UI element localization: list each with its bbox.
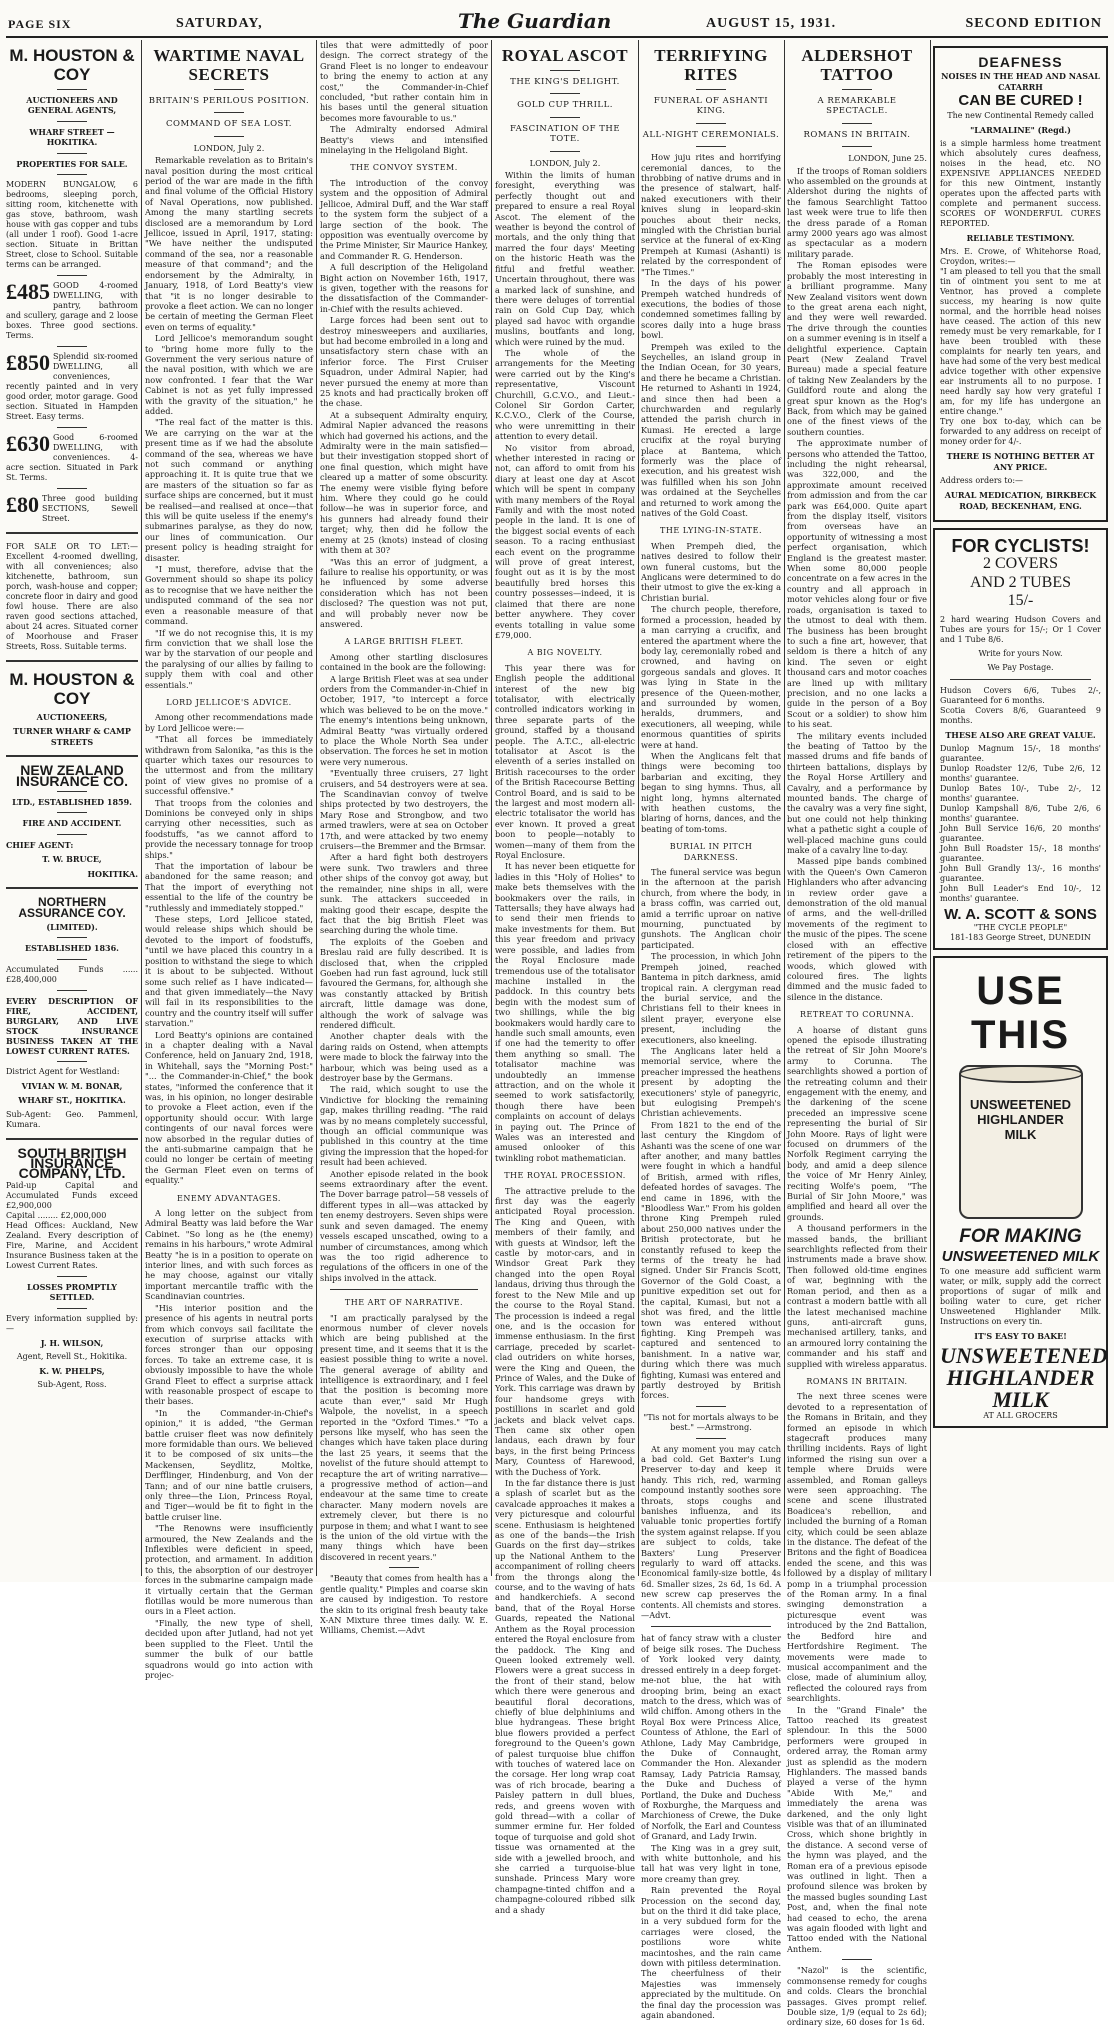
- divider: [6, 532, 138, 534]
- divider: [696, 1406, 726, 1407]
- divider: [550, 117, 580, 118]
- paragraph: hat of fancy straw with a cluster of beige silk roses. The Duchess of York looked very dainty, dressed entirely in a deep forget-me-not blue, the hat with drooping brim, being an exact match to the dress, which was of wild chiffon. Among others in the Royal Box were Princess Alice, Countess of Athlone, the Earl of Athlone, Lady May Cambridge, the Duke of Connaught, Commander the Hon. Alexander Ramsay, Lady Patricia Ramsay, the Duke and Duchess of Portland, the Duke and Duchess of Roxburghe, the Marquess and Marchioness of Crewe, the Duke of Norfolk, the Earl and Countess of Granard, and Lady Irwin.: [641, 1633, 781, 1842]
- divider: [57, 959, 87, 960]
- unsweetened-logo: UNSWEETENED: [940, 1342, 1108, 1368]
- masthead: [6, 8, 1108, 38]
- advertisement-text: "Nazol" is the scientific, commonsense remedy for coughs and colds. Clears the bronchial passages. Gives prompt relief. Double size, 1/9 (equal to 2s 6d); ordinary size, 60 doses for 1s 6d.: [787, 1965, 927, 2028]
- paragraph: "I am practically paralysed by the enormous number of clever novels which are being published at the present time, and it seems that it is the easiest possible thing to write a novel. The general average of ability and intelligence is extraordinary, and I feel that the position is becoming more acute than ever," said Mr Hugh Walpole, the novelist, in a speech reported in the "Oxford Times." "To a persons like myself, who has seen the changes which have taken place during the last 25 years, it seems that the novelist of the future should attempt to recapture the art of writing narrative—a progressive method of action—and endeavour at the same time to create character. Many modern novels are extremely clever, but there is no purpose in them; and what I want to see is the union of the old virtue with the many things which have been discovered in recent years.": [320, 1312, 488, 1562]
- for-sale-listing: FOR SALE OR TO LET:— Excellent 4-roomed dwelling, with all conveniences; also kitchenette, bathroom, sun porch, wash-house and copper; concrete floor in dairy and good fowl house. There are also raven good sections attached, about 24 acres. Situated corner of Moorhouse and Fraser Streets, Ross. Suitable terms.: [6, 542, 138, 652]
- and-two-tubes: AND 2 TUBES: [969, 573, 1072, 591]
- paragraph: Remarkable revelation as to Britain's naval position during the most critical period of the war are made in the fifth and final volume of the Official History of Naval Operations, now published. Among the many startling secrets disclosed are a memorandum by Lord Jellicoe, issued in April, 1917, stating: "We have neither the undisputed command of the sea, nor a reasonable measure of that command"; and the endorsement by the Admiralty, in January, 1918, of Lord Beatty's view that "it is no longer desirable to provoke a fleet action. We can no longer be certain of meeting the German Fleet even on terms of equality.": [145, 155, 313, 332]
- article-headline: ALDERSHOT TATTOO: [801, 46, 913, 84]
- section-heading: THE ART OF NARRATIVE.: [344, 1298, 464, 1308]
- chief-agent-town: HOKITIKA.: [87, 868, 138, 879]
- column-advertisements-right: [933, 40, 1108, 1576]
- paragraph: When the Anglicans felt that things were becoming too barbarian and exciting, they began to sing hymns. Thus, all night long, hymns alternated with heathen customs, the blaring of horns, dances, and the beating of tom-toms.: [641, 750, 781, 834]
- divider: [842, 146, 872, 147]
- insurance-description: EVERY DESCRIPTION OF FIRE, ACCIDENT, BURGLARY, AND LIVE STOCK INSURANCE BUSINESS TAKEN AT THE LOWEST CURRENT RATES.: [6, 995, 138, 1056]
- we-pay-postage: We Pay Postage.: [987, 662, 1054, 672]
- address-orders: Address orders to:—: [940, 476, 1024, 486]
- divider: [842, 123, 872, 124]
- divider: [214, 136, 244, 137]
- sub-agent: Sub-Agent: Geo. Pammenl, Kumara.: [6, 1109, 138, 1129]
- divider: [57, 812, 87, 813]
- john-bull-price: John Bull Leader's End 10/-, 12 months' guarantee.: [940, 884, 1101, 904]
- divider: [214, 89, 244, 90]
- divider: [550, 151, 580, 152]
- dunlop-price: Dunlop Kampshall 8/6, Tube 2/6, 6 months' guarantee.: [940, 804, 1101, 824]
- column-advertisements: [6, 40, 138, 1576]
- testimonial-author: Mrs. E. Crowe, of Whitehorse Road, Croydon, writes:—: [940, 247, 1101, 267]
- paragraph: This year there was for English people the additional interest of the new big totalisator, with electrically controlled indicators working in three separate parts of the ground, staffed by a thousand people. The A.T.C., all-electric totalisator at Ascot is the eleventh of a series installed on British racecourses to the order of the British Racecourse Betting Control Board, and is said to be the largest and most modern all-electric totalisator the world has ever known. It proved a great boon to people—notably to women—many of them from the Royal Enclosure.: [495, 662, 635, 861]
- dunlop-price: Dunlop Bates 10/-, Tube 2/-, 12 months' guarantee.: [940, 784, 1101, 804]
- information-label: Every information supplied by:—: [6, 1313, 138, 1333]
- accumulated-funds: Accumulated Funds ...... £28,400,000: [6, 964, 138, 984]
- john-bull-price: John Bull Roadster 15/-, 18 months' guarantee.: [940, 844, 1101, 864]
- great-value-heading: THESE ALSO ARE GREAT VALUE.: [945, 729, 1096, 740]
- deafness-title: DEAFNESS: [978, 54, 1063, 70]
- deafness-ad: [933, 46, 1108, 522]
- milk-logo: MILK: [992, 1386, 1049, 1412]
- listing-price: £80: [6, 492, 39, 518]
- john-bull-price: John Bull Grandly 13/-, 16 months' guarantee.: [940, 864, 1101, 884]
- paragraph: A hoarse of distant guns opened the episode illustrating the retreat of Sir John Moore's army to Corunna. The searchlights showed a portion of the retreating column and their engagement with the enemy, and the darkening of the scene preceded an impressive scene representing the burial of Sir John Moore. Rays of light were focused on drummers of the Norfolk Regiment carrying the body, and amid a deep silence the voice of Mr Henry Ainley, reciting Wolfe's poem, "The Burial of Sir John Moore," was amplified and heard all over the grounds.: [787, 1024, 927, 1222]
- article-dateline: LONDON, July 2.: [193, 142, 265, 153]
- bundle-price: 15/-: [1007, 592, 1034, 610]
- divider: [651, 1626, 771, 1627]
- paragraph: That the importation of labour be abandoned for the same reason; and That the import of everything not essential to the life of the country be "ruthlessly and immediately stopped.": [145, 861, 313, 913]
- reliable-testimony: RELIABLE TESTIMONY.: [966, 233, 1075, 244]
- cyclists-ad: [933, 528, 1108, 949]
- paragraph: When Prempeh died, the natives desired to follow their own funeral customs, but the Anglicans were determined to do their utmost to give the ex-king a Christian burial.: [641, 540, 781, 603]
- paragraph: The next three scenes were devoted to a representation of the Romans in Britain, and they formed an episode in which stagecraft produces many thrilling incidents. Rays of light informed the rising sun over a temple where Druids were assembled, and Roman galleys were seen approaching. The scene and scene illustrated Boadicea's rebellion, and included the burning of a Roman city, which could be seen ablaze in the distance. The defeat of the Britons and the fight of Boadicea ended the scene, and this was followed by a display of military pomp in a triumphal procession of the Roman army. In a final swinging demonstration a picturesque event was introduced by the 2nd Battalion, the Bedford hire and Hertfordshire Regiment. The movements were made to musical accompaniment and the close, made of aluminium alloy, reflected the coloured rays from searchlights.: [787, 1391, 927, 1704]
- paragraph: The military events included the beating of Tattoo by the massed drums and fife bands of thirteen battalions, displays by the Royal Horse Artillery and Cavalry, and a performance by mounted bands. The charge of the cavalry was a very fine sight, but one could not help thinking what a pathetic sight a couple of well-placed machine guns could make of a cavalry line to-day.: [787, 730, 927, 856]
- article-subheading: ALL-NIGHT CEREMONIALS.: [642, 129, 780, 140]
- paragraph: The procession, in which John Prempeh joined, reached Bantema in pitch darkness, amid tropical rain. A clergyman read the burial service, and the Christians fell to their knees in silent prayer, everyone else present, including the executioners, also kneeling.: [641, 951, 781, 1045]
- article-headline: ROYAL ASCOT: [501, 46, 629, 65]
- divider: [57, 153, 87, 154]
- write-now: Write for yours Now.: [978, 648, 1063, 658]
- milk-instructions: To one measure add sufficient warm water, or milk, supply add the correct proportions of sugar of milk and boiling water to cure, get richer Unsweetened Highlander Milk. Instructions on every tin.: [940, 1266, 1101, 1326]
- chief-agent-label: CHIEF AGENT:: [6, 839, 74, 850]
- section-heading: ROMANS IN BRITAIN.: [806, 1376, 908, 1386]
- paid-up-capital: Paid-up Capital and Accumulated Funds exceed £2,900,000: [6, 1180, 138, 1210]
- bundle-description: 2 hard wearing Hudson Covers and Tubes are yours for 15/-; Or 1 Cover and 1 Tube 8/6.: [940, 614, 1101, 644]
- scotia-price: Scotia Covers 8/6, Guaranteed 9 months.: [940, 705, 1101, 725]
- article-subheading: GOLD CUP THRILL.: [517, 100, 613, 111]
- column-rule: [316, 40, 317, 1576]
- paragraph: A large British Fleet was at sea under orders from the Commander-in-Chief in October, 1917, "to intercept a force which was believed to be on the move." The enemy's intentions being unknown, Admiral Beatty "was virtually ordered to place the Whole North Sea under observation. The forces he set in motion were very numerous.: [320, 673, 488, 767]
- paragraph: Another chapter deals with the daring raids on Ostend, when attempts were made to block the fairway into the harbour, which was being used as a destroyer base by the Germans.: [320, 1031, 488, 1083]
- article-subheading: THE KING'S DELIGHT.: [510, 77, 620, 87]
- phelps-name: K. W. PHELPS,: [39, 1365, 105, 1376]
- advertisement-text: "Beauty that comes from health has a gentle quality." Pimples and coarse skin are caused by indigestion. To restore the skin to its original fresh beauty take X-AN Mixture three times daily. W. E. Williams, Chemist.—Advt: [320, 1573, 488, 1636]
- paragraph: In the far distance there is just a splash of scarlet but as the cavalcade approaches it makes a very picturesque and colourful scene. Enthusiasm is heightened as one of the bands—the Irish Guards on the first day—strikes up the National Anthem to the accompaniment of rolling cheers from the throngs along the course, and to the waving of hats and handkerchiefs. A second band, that of the Royal Horse Guards, repeated the National Anthem as the Royal procession entered the Royal enclosure from the paddock. The King and Queen looked extremely well. Flowers were a great success in the front of their stand, below which there were generous and beautiful floral decorations, chiefly of blue delphiniums and blue hydrangeas. These bright blue flowers provided a perfect foreground to the Queen's gown of palest turquoise blue chiffon with touches of watered lace on the corsage. Her long wrap coat was of rich brocade, bearing a Paisley pattern in dull blues, reds, and greens woven with gold thread—with a collar of summer ermine fur. Her folded toque of turquoise and gold shot tissue was ornamented at the side with a jewelled brooch, and she carried a turquoise-blue sunshade. Princess Mary wore champagne-tinted chiffon and a champagne-coloured ribbed silk and a shady: [495, 1478, 635, 1915]
- paragraph: No visitor from abroad, whether interested in racing or not, can afford to omit from his diary at least one day at Ascot which will be spent in company with many members of the Royal Family and with the most noted people in the land. It is one of the biggest social events of each season. To a racing enthusiast each event on the programme will prove of great interest, fought out as it is by the most beautifully bred horses this country possesses—indeed, it is claimed that there are none better anywhere. They cover events totalling in value some £79,000.: [495, 442, 635, 640]
- highlander-logo: HIGHLANDER: [946, 1364, 1095, 1390]
- paragraph: "I must, therefore, advise that the Government should so shape its policy as to recognise that we have neither the undisputed command of the sea nor even a reasonable measure of that command.: [145, 564, 313, 627]
- paragraph: The introduction of the convoy system and the opposition of Admiral Jellicoe, Admiral Duff, and the War staff to the system form the subject of a large section of the book. The opposition was eventually overcome by the Prime Minister, Sir Maurice Hankey, and Commander R. G. Henderson.: [320, 177, 488, 261]
- paragraph: The Anglicans later held a memorial service, where the preacher impressed the heathens present by adopting the executioners' style of panegyric, but eulogising Prempeh's Christian achievements.: [641, 1045, 781, 1119]
- paragraph: It has never been etiquette for ladies in this "Holy of Holies" to make bets themselves with the bookmakers over the rails, in Tattersalls; they have always had to send their men friends to make investments for them. But this year freedom and privacy were possible, and ladies from the Royal Enclosure made tremendous use of the totalisator machine installed in the paddock. In this country bets begin with the modest sum of two shillings, while the big bookmakers would hardly care to handle such small amounts, even if one had the temerity to offer them anything so small. The totalisator machine was undoubtedly an immense attraction, and on the whole it seemed to work satisfactorily, though there have been complaints on account of delays in paying out. The Prince of Wales was an interested and amused onlooker of this twinkling robot mathematician.: [495, 861, 635, 1163]
- houston-ad-subtitle-2: AUCTIONEERS,: [36, 712, 108, 723]
- divider: [57, 834, 87, 835]
- paragraph: Among other startling disclosures contained in the book are the following:: [320, 651, 488, 673]
- article-headline: TERRIFYING RITES: [654, 46, 768, 84]
- divider: [696, 123, 726, 124]
- nothing-better: THERE IS NOTHING BETTER AT ANY PRICE.: [946, 451, 1095, 472]
- paragraph: "If we do not recognise this, it is my firm conviction that we shall lose the war by the starvation of our people and the paralysing of our allies by failing to supply them with coal and other essentials.": [145, 627, 313, 690]
- article-subheading: FASCINATION OF THE TOTE.: [509, 123, 621, 145]
- masthead-edition: SECOND EDITION: [965, 16, 1102, 31]
- paragraph: In the "Grand Finale" the Tattoo reached its greatest splendour. In this the 5000 performers were grouped in ordered array, the Roman army just as splendid as the modern Highlanders. The massed bands played a verse of the hymn "Abide With Me," and immediately the arena was darkened, and the only light visible was that of an illuminated Cross, which shone brightly in the distance. A second verse of the hymn was played, and the Roman era of a previous episode was outlined in light. Then a profound silence was broken by the massed bugles sounding Last Post, and, when the final note had ceased to echo, the arena was again flooded with light and Tattoo ended with the National Anthem.: [787, 1704, 927, 1954]
- paragraph: The raid, which sought to use the Vindictive for blocking the remaining gap, makes thrilling reading. "The raid was by no means completely successful, though an official communique was published in this country at the time giving the impression that the hoped-for result had been achieved.: [320, 1084, 488, 1168]
- paragraph: Within the limits of human foresight, everything was perfectly thought out and prepared to ensure a real Royal Ascot. The element of the weather is beyond the control of mortals, and the only thing that marred the four days' Meeting on the historic Heath was the fitful and fretful weather. Uncertain throughout, there was a marked lack of sunshine, and there were deluges of torrential rain on Gold Cup Day, which played sad havoc with organdie muslins, boutfants and long, which were ruined by the mud.: [495, 170, 635, 347]
- masthead-date: AUGUST 15, 1931.: [706, 16, 837, 31]
- paragraph: The funeral service was begun in the afternoon at the parish church, from where the body, in a brass coffin, was carried out, amid a terrific uproar on native mourning, punctuated by gunshots. The Anglican choir participated.: [641, 867, 781, 950]
- article-naval-secrets-continued: [320, 40, 488, 1636]
- advertisement-text: At any moment you may catch a bad cold. Get Baxter's Lung Preserver to-day and keep it handy. This rich, red, warming compound instantly soothes sore throats, stops coughs and banishes influenza, and its valuable tonic properties fortify the system against relapse. If you are subject to colds, take Baxters' Lung Preserver regularly to ward off attacks. Economical family-size bottle, 4s 6d. Smaller sizes, 2s 6d, 1s 6d. A new screw cap preserves the contents. All chemists and stores.—Advt.: [641, 1443, 782, 1621]
- nz-insurance-established: LTD., ESTABLISHED 1859.: [12, 797, 132, 808]
- head-offices: Head Offices: Auckland, New Zealand. Every description of Fire, Marine, and Accident Insurance Business taken at the Lowest Current Rates.: [6, 1220, 138, 1270]
- houston-ad-title-2: M. HOUSTON & COY: [9, 670, 135, 709]
- paragraph: Lord Jellicoe's memorandum sought to "bring home more fully to the Government the very serious nature of the naval position, with which we are now confronted. I fear that the War Cabinet is not as yet fully impressed with the gravity of the situation," he added.: [145, 333, 313, 416]
- scott-title: W. A. SCOTT & SONS: [944, 906, 1097, 924]
- paragraph: A thousand performers in the massed bands, the brilliant searchlights reflected from their instruments made a brave show. Then followed old-time engines of war, beginning with the Roman period, and then as a contrast a modern battle with all the latest mechanised machine guns, anti-aircraft guns, mechanised artillery, tanks, and an armoured lorry containing the commander and his staff and supplied with wireless apparatus.: [787, 1223, 927, 1369]
- section-heading: A BIG NOVELTY.: [527, 648, 603, 658]
- column-rule: [638, 40, 639, 1576]
- houston-ad-address-2: TURNER WHARF & CAMP STREETS: [13, 726, 131, 747]
- phelps-address: Sub-Agent, Ross.: [37, 1380, 107, 1390]
- wilson-name: J. H. WILSON,: [40, 1337, 104, 1348]
- article-subheading: COMMAND OF SEA LOST.: [166, 119, 292, 130]
- easy-to-bake: IT'S EASY TO BAKE!: [974, 1330, 1067, 1341]
- divider: [57, 1276, 87, 1277]
- divider: [842, 1959, 872, 1960]
- nz-insurance-title: NEW ZEALAND INSURANCE CO.: [15, 762, 128, 789]
- divider: [57, 89, 87, 90]
- article-naval-secrets: [145, 40, 313, 1680]
- column-rule: [930, 40, 931, 1576]
- section-heading: ENEMY ADVANTAGES.: [177, 1193, 281, 1203]
- newspaper-title: The Guardian: [458, 9, 612, 33]
- cyclists-title: FOR CYCLISTS!: [951, 536, 1090, 557]
- divider: [6, 755, 138, 757]
- article-subheading: FUNERAL OF ASHANTI KING.: [653, 96, 769, 117]
- deafness-description: is a simple harmless home treatment which absolutely cures deafness, noises in the head, etc. NO EXPENSIVE APPLIANCES NEEDED for this new Ointment, instantly operates upon the affected parts with complete and permanent success. SCORES OF WONDERFUL CURES REPORTED.: [940, 139, 1101, 229]
- section-heading: A LARGE BRITISH FLEET.: [344, 637, 464, 647]
- divider: [950, 679, 1091, 680]
- paragraph: "His interior position and the presence of his agents in neutral ports from which convoys sail facilitate the execution of surprise attacks with forces stronger than our opposing forces. To take an extreme case, it is obviously impossible to have the whole Grand Fleet to effect a surprise attack with reasonable prospect of escape to their bases.: [145, 1302, 313, 1407]
- paragraph: Among other recommendations made by Lord Jellicoe were:—: [145, 712, 313, 733]
- article-dateline: LONDON, July 2.: [529, 157, 601, 168]
- quotation: "Tis not for mortals always to be best." —Armstrong.: [643, 1411, 779, 1433]
- divider: [57, 488, 87, 489]
- dunlop-price: Dunlop Magnum 15/-, 18 months' guarantee.: [940, 744, 1101, 764]
- section-heading: THE LYING-IN-STATE.: [660, 526, 762, 536]
- john-bull-price: John Bull Service 16/6, 20 months' guarantee.: [940, 824, 1101, 844]
- wilson-address: Agent, Revell St., Hokitika.: [16, 1351, 128, 1361]
- divider: [330, 1289, 478, 1290]
- paragraph: The exploits of the Goeben and Breslau raid are fully described. It is disclosed that, when the crippled Goeben had run fast aground, luck still favoured the Germans, for, although she was constantly attacked by British aircraft, little damage was done, although the work of salvage was rendered difficult.: [320, 936, 488, 1030]
- paragraph: Large forces had been sent out to destroy minesweepers and auxiliaries, but had become embroiled in a long and unsatisfactory stern chase with an inferior force. The First Cruiser Squadron, under Admiral Napier, had never pursued the enemy at more than 25 knots and had practically broken off the chase.: [320, 315, 488, 409]
- column-rule: [141, 40, 142, 1576]
- listing-630: [6, 433, 138, 483]
- tin-label: UNSWEETENED HIGHLANDER MILK: [969, 1096, 1072, 1142]
- houston-ad-address: WHARF STREET — HOKITIKA.: [29, 126, 115, 148]
- article-royal-ascot: [495, 40, 635, 1915]
- column-rule: [491, 40, 492, 1576]
- divider: [842, 89, 872, 90]
- paragraph: After a hard fight both destroyers were sunk. Two trawlers and three other ships of the convoy got away, but the remainder, nine ships in all, were sunk. The attackers succeeded in making good their escape, despite the fact that the big British Fleet was searching during the whole time.: [320, 852, 488, 936]
- listing-text: Good 6-roomed DWELLING, with conveniences. 4-acre section. Situated in Park St. Terms.: [6, 433, 138, 483]
- chief-agent-name: T. W. BRUCE,: [42, 854, 102, 865]
- can-be-cured: CAN BE CURED !: [958, 92, 1083, 110]
- district-agent-name: VIVIAN W. M. BONAR,: [21, 1080, 123, 1091]
- listing-text: Three good building SECTIONS, Sewell Street.: [42, 494, 138, 524]
- houston-ad-subtitle: AUCTIONEERS AND GENERAL AGENTS,: [26, 95, 118, 116]
- tin-lid: [959, 1065, 1083, 1083]
- bungalow-listing: MODERN BUNGALOW, 6 bedrooms, sleeping porch, sitting room, kitchenette with gas stove, bathroom, wash house with gas copper and tubs (all under 1 roof). Good 1-acre section. Situate in Brittan Street, close to School. Suitable terms can be arranged.: [6, 180, 138, 270]
- northern-assurance-title: NORTHERN ASSURANCE COY.: [18, 895, 126, 920]
- paragraph: "Eventually three cruisers, 27 light cruisers, and 54 destroyers were at sea. The Scandinavian convoy of twelve ships protected by two destroyers, the Mary Rose and Strongbow, and two armed trawlers, were at sea on October 17th, and were attacked by two enemy cruisers—the Bremmer and the Brmsar.: [320, 768, 488, 852]
- section-heading: BURIAL IN PITCH DARKNESS.: [669, 842, 753, 862]
- south-british-title: SOUTH BRITISH INSURANCE COMPANY, LTD.: [17, 1144, 127, 1182]
- district-agent-label: District Agent for Westland:: [6, 1066, 120, 1076]
- paragraph: The Admiralty endorsed Admiral Beatty's views and intensified minelaying in the Heligoland Bight.: [320, 124, 488, 156]
- milk-ad: [933, 956, 1108, 1428]
- listing-text: GOOD 4-roomed DWELLING, with pantry, bathroom and scullery, garage and 2 loose boxes. Three good sections. Terms.: [6, 281, 138, 341]
- paragraph: These steps, Lord Jellicoe stated, would release ships which should be devoted to the import of foodstuffs, "until we have placed this country in a position to withstand the siege to which it is about to be subjected. Without some such relief as I have indicated—and that given immediately—the Navy will fail in its responsibilities to the country and the country itself will suffer starvation.": [145, 914, 313, 1029]
- paragraph: The approximate number of persons who attended the Tattoo, including the night rehearsal, was 322,000, and the approximate amount received from admission and from the car park was £64,000. Quite apart from the display itself, visitors from overseas have an opportunity of witnessing a most perfect organisation, which England is the greatest master. When some 80,000 people concentrate on a few acres in the country and all approach in motor vehicles along four or five roads, organisation is taxed to the utmost to deal with them. The business has been brought to such a fine art, however, that seldom is there a hitch of any kind. The seven or eight thousand cars and motor coaches are lined up with military precision, and no one lacks a guide in the person of a Boy Scout or a soldier) to show him to his seat.: [787, 438, 927, 730]
- fire-accident: FIRE AND ACCIDENT.: [22, 818, 122, 829]
- paragraph: "That all forces be immediately withdrawn from Salonika, "as this is the quarter which taxes our resources to the uttermost and from the military point of view gives no promise of a successful offensive.": [145, 734, 313, 797]
- deafness-subtitle: NOISES IN THE HEAD AND NASAL CATARRH: [941, 71, 1100, 92]
- divider: [57, 427, 87, 428]
- scott-address: 181-183 George Street, DUNEDIN: [950, 932, 1091, 942]
- order-instructions: Try one box to-day, which can be forwarded to any address on receipt of money order for 4/-.: [940, 417, 1101, 447]
- paragraph: The attractive prelude to the first day was the eagerly anticipated Royal procession. The King and Queen, with members of their family, and with guests at Windsor, left the castle by motor-cars, and in Windsor Great Park they changed into the open Royal landaus, driving thus through the forest to the New Mile and up the course to the Royal Stand. The procession is indeed a regal one, and is the occasion for immense enthusiasm. In the first carriage, preceded by scarlet-clad outriders on white horses, were the King and Queen, the Prince of Wales, and the Duke of York. This carriage was drawn by four handsome greys with postillions in scarlet and gold jackets and black velvet caps. Then came six other open landaus, each drawn by four bays, in the first being Princess Mary, Countess of Harewood, with the Duchess of York.: [495, 1185, 635, 1477]
- paragraph: If the troops of Roman soldiers who assembled on the grounds at Aldershot during the nights of the famous Searchlight Tattoo last week were true to life then the dress parade of a Roman army 2000 years ago was almost as spectacular as a modern military parade.: [787, 165, 927, 259]
- dunlop-price: Dunlop Roadster 12/6, Tube 2/6, 12 months' guarantee.: [940, 764, 1101, 784]
- testimonial-text: "I am pleased to tell you that the small tin of ointment you sent to me at Ventnor, has proved a complete success, my hearing is now quite normal, and the horrible head noises have ceased. The action of this new remedy must be very remarkable, for I have been troubled with these complaints for nearly ten years, and have had some of the very best medical advice together with other expensive ear instruments all to no purpose. I need hardly say how very grateful I am, for my life has undergone an entire change.": [940, 267, 1101, 417]
- divider: [57, 121, 87, 122]
- listing-price: £485: [6, 279, 50, 305]
- page-number: PAGE SIX: [8, 17, 72, 31]
- section-heading: THE CONVOY SYSTEM.: [350, 163, 458, 173]
- paragraph: Massed pipe bands combined with the Queen's Own Cameron Highlanders who after advancing in review order gave a demonstration of the old manual of arms, and the well-drilled movements of the regiment to the music of the pipes. The scene closed with an effective retirement of the pipers to the woods, which glowed with coloured fires. The lights dimmed and the music faded to silence in the distance.: [787, 856, 927, 1002]
- paragraph: At a subsequent Admiralty enquiry, Admiral Napier advanced the reasons which had governed his actions, and the Admiralty were in the main satisfied—but their investigation stopped short of one final question, which might have cleared up a matter of some obscurity. The enemy were visible flying before him. Where they could go he could follow—he was in superior force, and his gunners had already found their target; why, then did he follow the enemy at 25 (knots) instead of closing with them at 30?: [320, 409, 488, 556]
- district-agent-address: WHARF ST., HOKITIKA.: [18, 1095, 126, 1106]
- paragraph: From 1821 to the end of the last century the Kingdom of Ashanti was the scene of one war after another, and many battles were fought in which a handful of British, armed with rifles, defeated hordes of savages. The end came in 1896, with the "Bloodless War." From his golden throne King Prempeh ruled about 250,000 natives under the British protectorate, but he constantly refused to keep the terms of the treaty he had signed. Under Sir Francis Scott, Governor of the Gold Coast, a punitive expedition set out for the capital, Kumasi, but not a shot was fired, and the little town was entered without fighting. King Prempeh was captured and sentenced to banishment. In a native war, during which there was much fighting, Kumasi was entered and partly destroyed by British forces.: [641, 1119, 781, 1401]
- listing-price: £850: [6, 350, 50, 376]
- listing-850: [6, 352, 138, 422]
- unsweetened-milk: UNSWEETENED MILK: [941, 1247, 1100, 1265]
- paragraph: A full description of the Heligoland Bight action on November 16th, 1917, is given, together with the reasons for the dissatisfaction of the Commander-in-Chief with the results achieved.: [320, 262, 488, 314]
- divider: [550, 93, 580, 94]
- divider: [550, 70, 580, 71]
- paragraph: A long letter on the subject from Admiral Beatty was laid before the War Cabinet. "So long as he (the enemy) remains in his harbours," wrote Admiral Beatty "he is in a position to operate on interior lines, and with such forces as he may choose, against our vitally important mercantile traffic with the Scandinavian countries.: [145, 1208, 313, 1302]
- paragraph: The Roman episodes were probably the most interesting in a brilliant programme. Many New Zealand visitors went down to the great arena each night, and they were well rewarded. The drive through the counties on a summer evening is in itself a delightful experience. Captain Peart (New Zealand Travel Bureau) made a special feature of taking New Zealanders by the Guildford route and along the great spur known as the Hog's Back, from which may be gained one of the finest views of the southern counties.: [787, 260, 927, 437]
- divider: [389, 1567, 419, 1568]
- two-covers: 2 COVERS: [982, 555, 1059, 573]
- divider: [57, 174, 87, 175]
- listing-80: [6, 494, 138, 524]
- paragraph: Rain prevented the Royal Procession on the second day, but on the third it did take place, in a very subdued form for the carriages were closed, the postilions wore white macintoshes, and the rain came down with pitiless determination. The cheerfulness of their Majesties was immensely appreciated by the multitude. On the final day the procession was again abandoned.: [641, 1885, 781, 2021]
- divider: [6, 1138, 138, 1140]
- paragraph: How juju rites and horrifying ceremonial dances, to the throbbing of native drums and in the presence of stalwart, half-naked executioners with their knives slung in leopard-skin pouches about their necks, mingled with the Christian burial service at the funeral of ex-King Prempeh at Kumasi (Ashanti) is related by the correspondent of "The Times.": [641, 152, 781, 277]
- article-terrifying-rites: [641, 40, 782, 2021]
- divider: [57, 1308, 87, 1309]
- divider: [696, 89, 726, 90]
- losses-settled: LOSSES PROMPTLY SETTLED.: [27, 1281, 117, 1303]
- scott-subtitle: "THE CYCLE PEOPLE": [973, 922, 1068, 932]
- hudson-price: Hudson Covers 6/6, Tubes 2/-, Guaranteed for 6 months.: [940, 685, 1101, 705]
- paragraph: The church people, therefore, formed a procession, headed by a man carrying a crucifix, and entered the apartment where the body lay, ceremonially robed and crowned, and having on gorgeous sandals and gloves. It was lying in State in the presence of the Queen-mother, and surrounded by women, heralds, drummers, and executioners, all weeping, while enormous quantities of spirits were at hand.: [641, 604, 781, 750]
- section-heading: RETREAT TO CORUNNA.: [800, 1010, 914, 1020]
- article-dateline: LONDON, June 25.: [848, 153, 927, 164]
- houston-ad-title: M. HOUSTON & COY: [9, 46, 135, 84]
- divider: [214, 112, 244, 113]
- for-making: FOR MAKING: [959, 1225, 1082, 1247]
- paragraph: The King was in a grey suit, with white buttonhole, and his tall hat was very light in tone, more creamy than grey.: [641, 1842, 781, 1884]
- paragraph: "Finally, the new type of shell, decided upon after Jutland, had not yet been supplied to the Fleet. Until the summer the bulk of our battle squadrons would go into action with projec-: [145, 1617, 313, 1680]
- paragraph: The whole of the arrangements for the Meeting were carried out by the King's representative, Viscount Churchill, G.C.V.O., and Lieut.-Colonel Sir Gordon Carter, K.C.V.O., Clerk of the Course, who were unremitting in their attention to every detail.: [495, 347, 635, 442]
- paragraph: "In the Commander-in-Chief's opinion," it is added, "the German battle cruiser fleet was now definitely more formidable than ours. We believed it to be composed of six units—the Mackensen, Seydlitz, Moltke, Derfflinger, Hindenburg, and Von der Tann; and of our nine battle cruisers, only three—the Lion, Princess Royal, and Tiger—would be fit to fight in the battle cruiser line.: [145, 1407, 313, 1522]
- paragraph: tiles that were admittedly of poor design. The correct strategy of the Grand Fleet is no longer to endeavour to bring the enemy to action at any cost," the Commander-in-Chief concluded, "but rather contain him in his bases until the general situation becomes more favourable to us.": [320, 40, 488, 123]
- article-subheading: ROMANS IN BRITAIN.: [803, 129, 911, 140]
- paragraph: Another episode related in the book seems extraordinary after the event. The Dover barrage patrol—58 vessels of different types in all—was attacked by ten enemy destroyers. Seven ships were sunk and seven damaged. The enemy vessels escaped unscathed, owing to a number of circumstances, among which was the too rigid adherence to regulations of the officers in one of the ships involved in the attack.: [320, 1168, 488, 1283]
- paragraph: That troops from the colonies and Dominions be conveyed only in ships carrying other necessities, such as foodstuffs, "as we cannot afford to provide the necessary tonnage for troop ships.": [145, 797, 313, 860]
- divider: [696, 1438, 726, 1439]
- section-heading: THE ROYAL PROCESSION.: [504, 1171, 626, 1181]
- paragraph: "The Renowns were insufficiently armoured, the New Zealands and the Inflexibles were deficient in speed, protection, and armament. In addition to this, the absorption of our destroyer forces in the submarine campaign made it virtually certain that the German flotillas would be more numerous than ours in a Fleet action.: [145, 1523, 313, 1617]
- article-subheading: A REMARKABLE SPECTACLE.: [817, 96, 897, 117]
- listing-price: £630: [6, 431, 50, 457]
- divider: [57, 937, 87, 938]
- divider: [57, 990, 87, 991]
- section-heading: LORD JELLICOE'S ADVICE.: [166, 697, 292, 707]
- masthead-day: SATURDAY,: [176, 16, 263, 31]
- northern-established: ESTABLISHED 1836.: [25, 943, 119, 954]
- divider: [6, 887, 138, 889]
- capital: Capital ........ £2,000,000: [6, 1210, 107, 1220]
- paragraph: Prempeh was exiled to the Seychelles, an island group in the Indian Ocean, for 30 years, and there he became a Christian. He returned to Ashanti in 1924, and since then had been a churchwarden and regularly attended the parish church in Kumasi. He erected a large crucifix at the royal burying place at Bantema, which formerly was the place of execution, and his greatest wish was fulfilled when his son John was ordained at the Seychelles and returned to work among the natives of the Gold Coast.: [641, 341, 781, 519]
- new-remedy: The new Continental Remedy called: [947, 110, 1094, 120]
- larmaline-name: "LARMALINE" (Regd.): [970, 124, 1071, 135]
- properties-heading: PROPERTIES FOR SALE.: [16, 158, 128, 169]
- divider: [57, 791, 87, 792]
- paragraph: "Was this an error of judgment, a failure to realise his opportunity, or was he influenced by some adverse consideration which has not been disclosed? The question was not put, and will probably never now be answered.: [320, 556, 488, 629]
- article-aldershot-tattoo: [787, 40, 927, 2028]
- divider: [57, 1061, 87, 1062]
- paragraph: "The real fact of the matter is this. We are carrying on the war at the present time as if we had the absolute command of the sea, whereas we have not such command or anything approaching it. It is quite true that we are masters of the situation so far as surface ships are concerned, but it must be realised—and realised at once—that this will be quite useless if the enemy's submarines paralyse, as they do now, our lines of communication. Our present policy is heading straight for disaster.: [145, 417, 313, 563]
- article-headline: WARTIME NAVAL SECRETS: [153, 46, 305, 84]
- paragraph: In the days of his power Prempeh watched hundreds of executions, the bodies of those condemned sometimes falling by scores daily into a huge brass bowl.: [641, 278, 781, 341]
- listing-text: Splendid six-roomed DWELLING, all conveniences, recently painted and in very good order, motor garage. Good section. Situated in Hampden Street. Easy terms.: [6, 352, 138, 422]
- aural-medication-address: AURAL MEDICATION, BIRKBECK ROAD, BECKENHAM, ENG.: [944, 490, 1097, 511]
- listing-485: [6, 281, 138, 341]
- column-rule: [784, 40, 785, 1576]
- article-subheading: BRITAIN'S PERILOUS POSITION.: [148, 96, 310, 106]
- all-grocers: AT ALL GROCERS: [983, 1410, 1058, 1420]
- northern-assurance-sub: (LIMITED).: [46, 921, 98, 932]
- divider: [6, 660, 138, 662]
- divider: [57, 346, 87, 347]
- divider: [696, 146, 726, 147]
- use-this-banner: USE THIS: [970, 968, 1071, 1057]
- paragraph: Lord Beatty's opinions are contained in a chapter dealing with a Naval Conference, held on January 2nd, 1918, in Whitehall, says the "Morning Post:" "... the Commander-in-Chief," the book states, "informed the conference that it was, in his opinion, no longer desirable to provoke a Fleet action, even if the opportunity should occur. With large contingents of our naval forces were now absorbed in the regular duties of the anti-submarine campaign that he could no longer be certain of meeting the German Fleet even on terms of equality.": [145, 1029, 313, 1186]
- milk-tin-illustration: [959, 1065, 1083, 1219]
- divider: [57, 275, 87, 276]
